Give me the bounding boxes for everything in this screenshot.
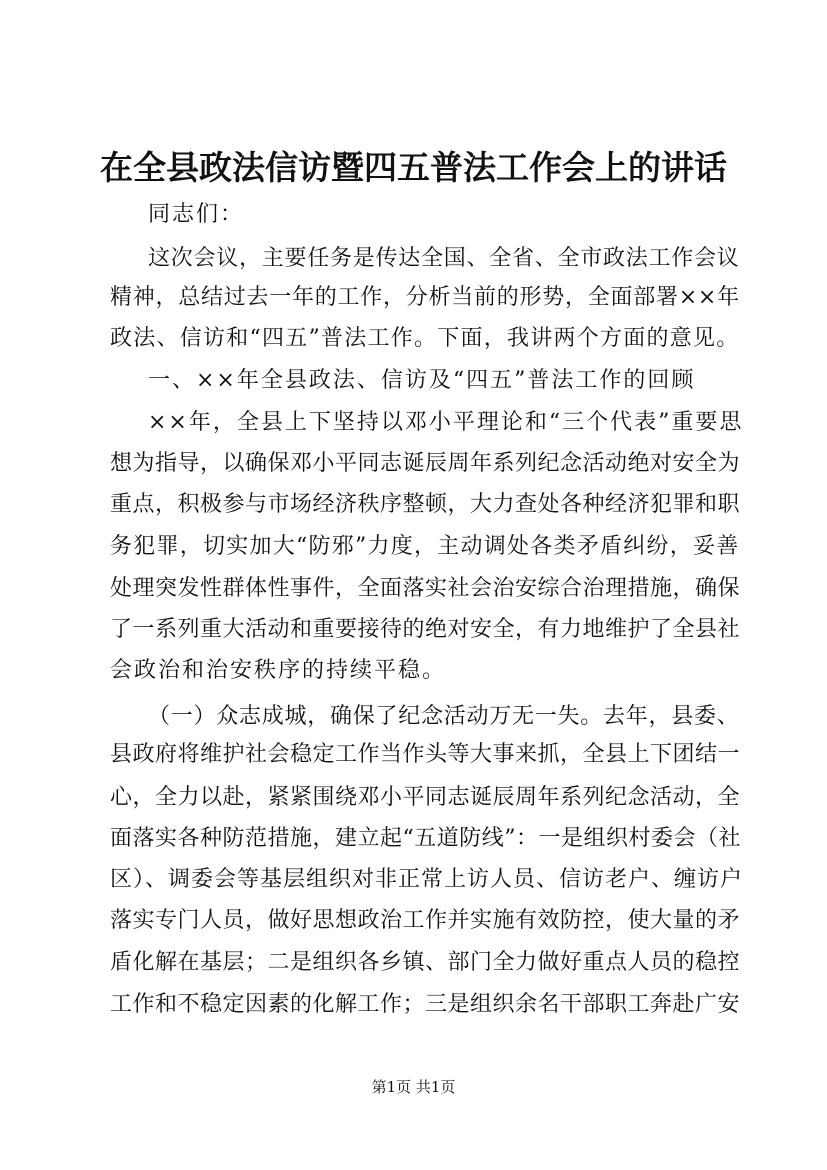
body-line: 重点，积极参与市场经济秩序整顿，大力查处各种经济犯罪和职 — [110, 492, 741, 517]
body-line: 区）、调委会等基层组织对非正常上访人员、信访老户、缠访户 — [110, 867, 744, 892]
document-title: 在全县政法信访暨四五普法工作会上的讲话 — [100, 148, 727, 187]
greeting-line: 同志们： — [148, 202, 245, 227]
body-line: 工作和不稳定因素的化解工作；三是组织余名干部职工奔赴广安 — [110, 992, 741, 1017]
body-line: 这次会议，主要任务是传达全国、全省、全市政法工作会议 — [148, 246, 740, 271]
body-line: 政法、信访和“四五”普法工作。下面，我讲两个方面的意见。 — [110, 326, 740, 351]
body-line: 想为指导，以确保邓小平同志诞辰周年系列纪念活动绝对安全为 — [110, 451, 741, 476]
body-line: 处理突发性群体性事件，全面落实社会治安综合治理措施，确保 — [110, 576, 741, 601]
body-line: 务犯罪，切实加大“防邪”力度，主动调处各类矛盾纠纷，妥善 — [110, 534, 740, 559]
body-line: 县政府将维护社会稳定工作当作头等大事来抓，全县上下团结一 — [110, 742, 741, 767]
body-line: ××年，全县上下坚持以邓小平理论和“三个代表”重要思 — [148, 410, 744, 435]
page-footer: 第1页 共1页 — [371, 1078, 456, 1096]
body-line: 会政治和治安秩序的持续平稳。 — [110, 658, 447, 683]
body-line: 心，全力以赴，紧紧围绕邓小平同志诞辰周年系列纪念活动，全 — [110, 785, 741, 810]
body-line: 面落实各种防范措施，建立起“五道防线”：一是组织村委会（社 — [110, 826, 741, 851]
section-heading: 一、××年全县政法、信访及“四五”普法工作的回顾 — [148, 368, 696, 393]
body-line: 精神，总结过去一年的工作，分析当前的形势，全面部署××年 — [110, 285, 740, 310]
subsection-line: （一）众志成城，确保了纪念活动万无一失。去年，县委、 — [148, 704, 740, 729]
body-line: 盾化解在基层；二是组织各乡镇、部门全力做好重点人员的稳控 — [110, 950, 741, 975]
body-line: 了一系列重大活动和重要接待的绝对安全，有力地维护了全县社 — [110, 617, 741, 642]
body-line: 落实专门人员，做好思想政治工作并实施有效防控，使大量的矛 — [110, 908, 741, 933]
